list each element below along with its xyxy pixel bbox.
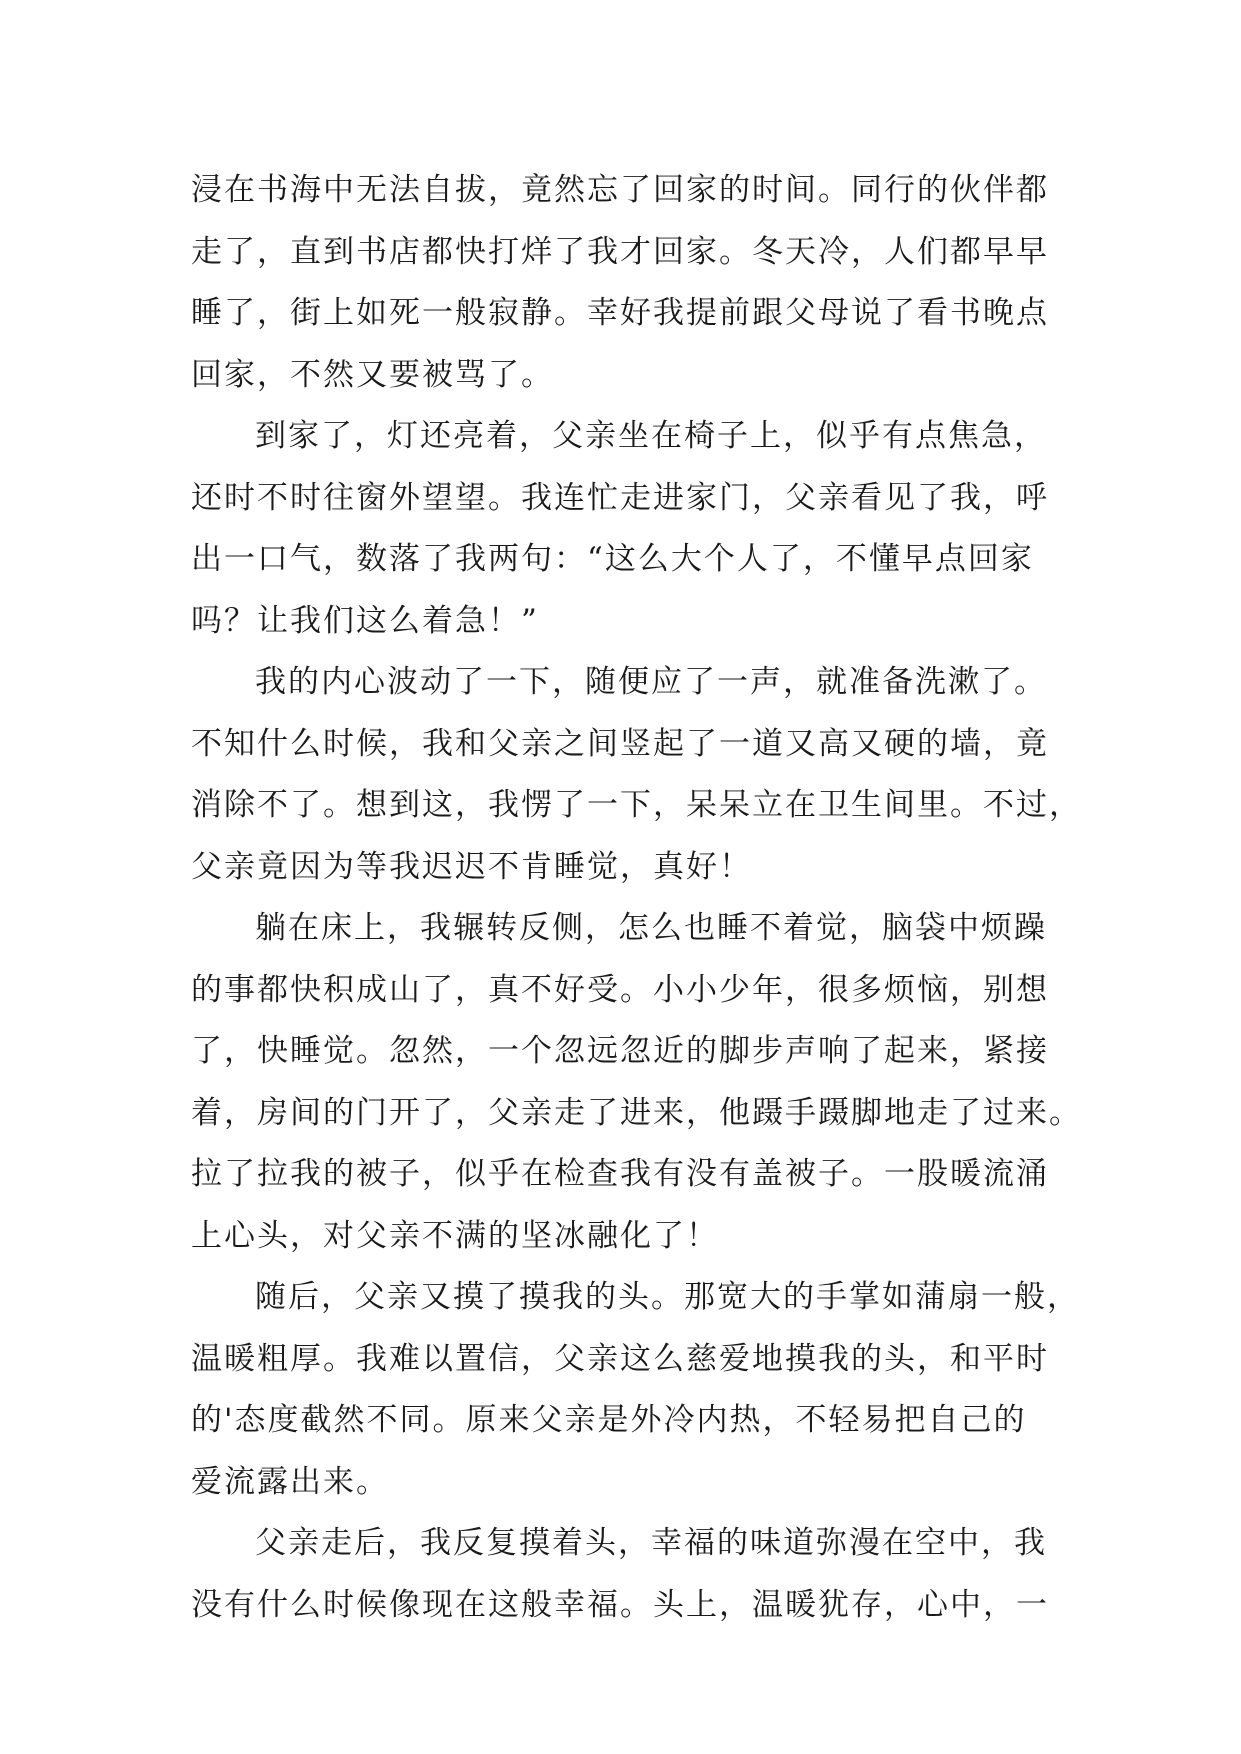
text-line: 消除不了。想到这，我愣了一下，呆呆立在卫生间里。不过， (191, 787, 1082, 823)
text-line: 拉了拉我的被子，似乎在检查我有没有盖被子。一股暖流涌 (191, 1156, 1049, 1192)
text-line: 浸在书海中无法自拔，竟然忘了回家的时间。同行的伙伴都 (191, 172, 1049, 208)
text-line: 温暖粗厚。我难以置信，父亲这么慈爱地摸我的头，和平时 (191, 1340, 1049, 1377)
text-line: 上心头，对父亲不满的坚冰融化了！ (191, 1217, 719, 1254)
text-line: 的事都快积成山了，真不好受。小小少年，很多烦恼，别想 (191, 971, 1049, 1008)
text-line: 回家，不然又要被骂了。 (191, 356, 554, 393)
paragraph-first-line: 随后，父亲又摸了摸我的头。那宽大的手掌如蒲扇一般， (255, 1279, 1080, 1315)
text-line: 的'态度截然不同。原来父亲是外冷内热，不轻易把自己的 (191, 1402, 1027, 1438)
paragraph-first-line: 到家了，灯还亮着，父亲坐在椅子上，似乎有点焦急， (255, 418, 1047, 454)
text-line: 了，快睡觉。忽然，一个忽远忽近的脚步声响了起来，紧接 (191, 1033, 1049, 1069)
text-line: 睡了，街上如死一般寂静。幸好我提前跟父母说了看书晚点 (191, 295, 1049, 331)
paragraph-first-line: 父亲走后，我反复摸着头，幸福的味道弥漫在空中，我 (255, 1525, 1047, 1561)
text-line: 吗？让我们这么着急！” (191, 602, 539, 639)
text-line: 父亲竟因为等我迟迟不肯睡觉，真好！ (191, 848, 752, 885)
paragraph-first-line: 我的内心波动了一下，随便应了一声，就准备洗漱了。 (255, 664, 1047, 700)
text-line: 爱流露出来。 (191, 1463, 389, 1500)
text-line: 走了，直到书店都快打烊了我才回家。冬天冷，人们都早早 (191, 233, 1049, 270)
text-line: 还时不时往窗外望望。我连忙走进家门，父亲看见了我，呼 (191, 479, 1049, 516)
text-line: 没有什么时候像现在这般幸福。头上，温暖犹存，心中，一 (191, 1586, 1049, 1623)
paragraph-first-line: 躺在床上，我辗转反侧，怎么也睡不着觉，脑袋中烦躁 (255, 910, 1047, 946)
text-line: 不知什么时候，我和父亲之间竖起了一道又高又硬的墙，竟 (191, 725, 1049, 762)
text-line: 着，房间的门开了，父亲走了进来，他蹑手蹑脚地走了过来。 (191, 1094, 1082, 1131)
body-text (191, 160, 1082, 1636)
text-line: 出一口气，数落了我两句：“这么大个人了，不懂早点回家 (191, 541, 1034, 577)
